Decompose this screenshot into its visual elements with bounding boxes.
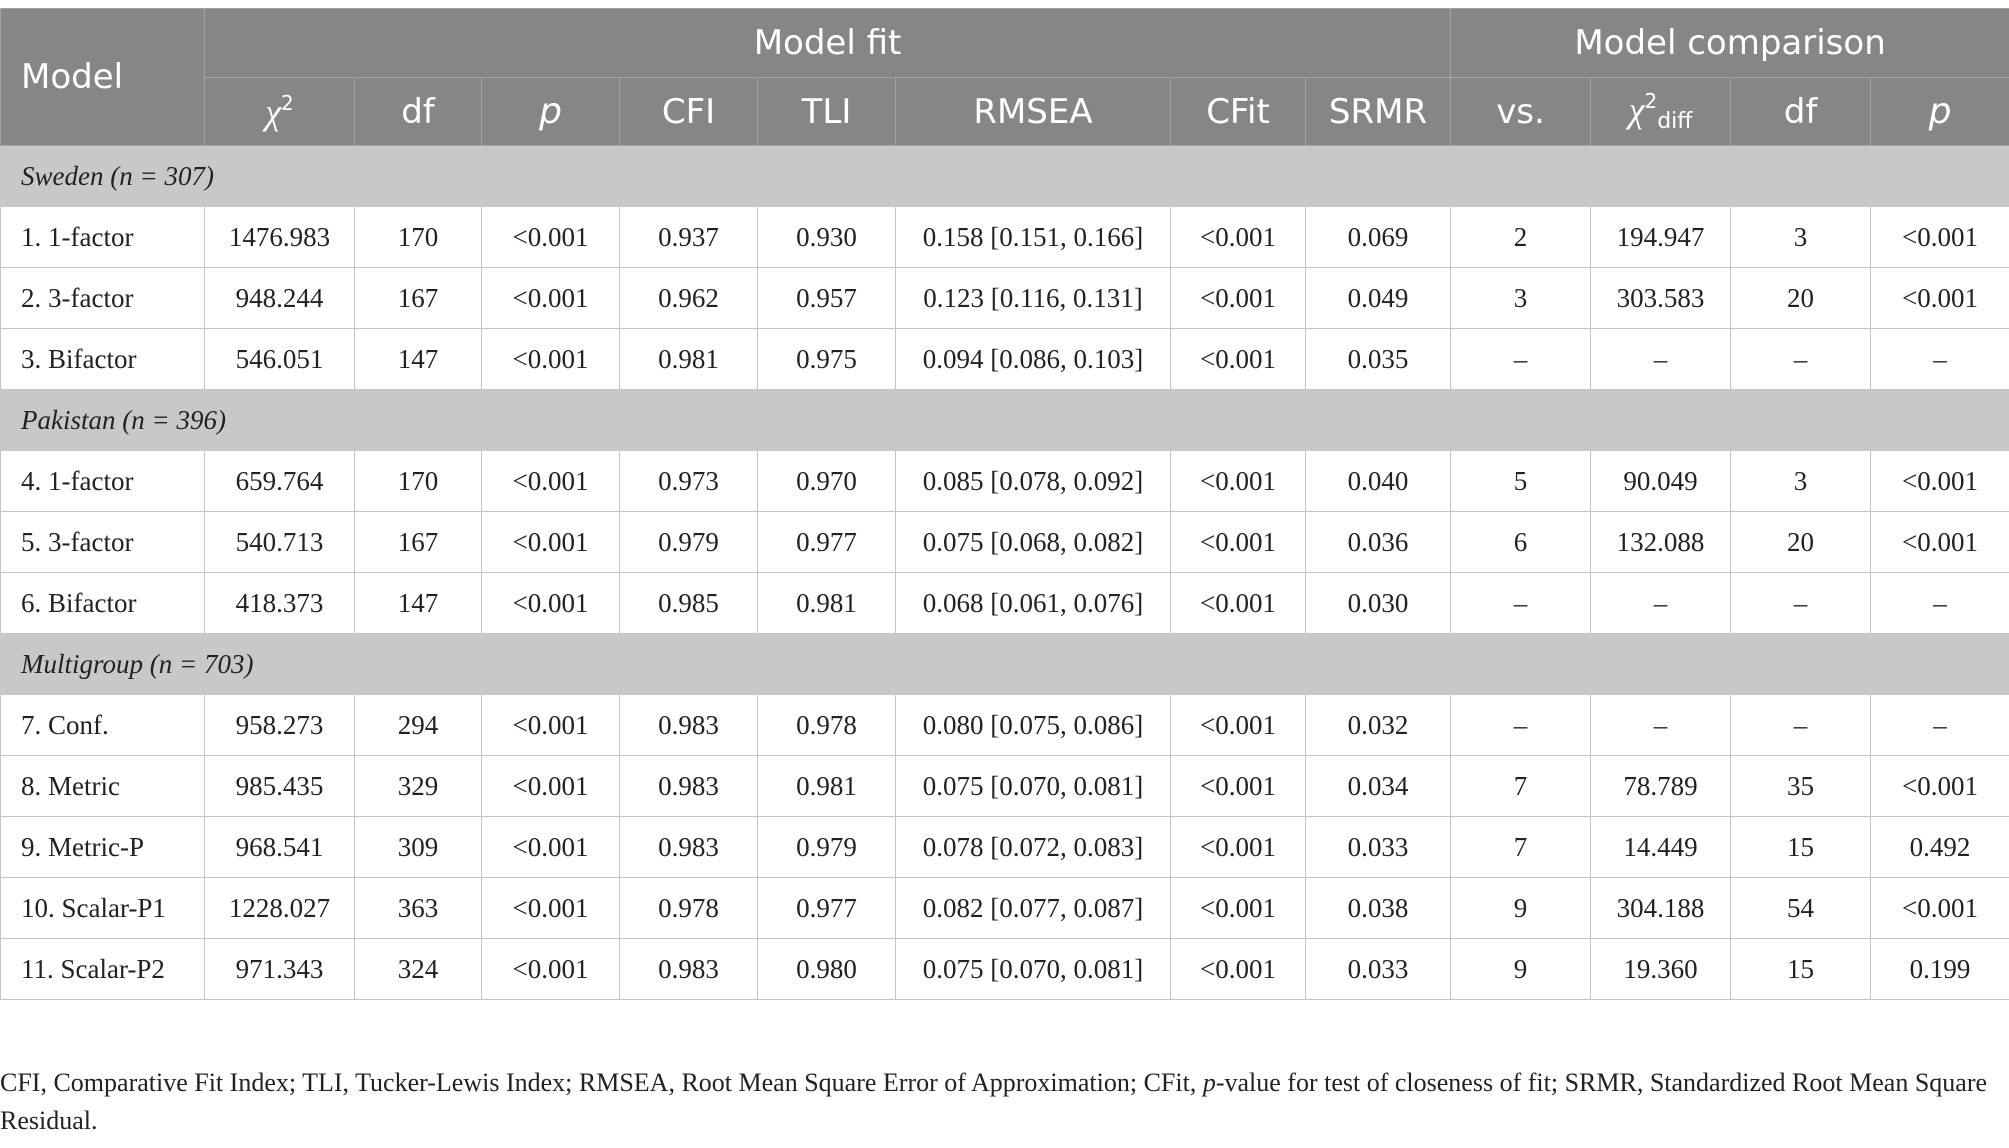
srmr-cell: 0.038 bbox=[1306, 878, 1451, 939]
group-row bbox=[1, 146, 2009, 207]
p-header: p bbox=[482, 78, 620, 146]
p-cell: <0.001 bbox=[482, 207, 620, 268]
table-row bbox=[1, 939, 2009, 1000]
p-cell: <0.001 bbox=[482, 878, 620, 939]
table-row bbox=[1, 207, 2009, 268]
chi-square-header: $\chi^2$ bbox=[205, 78, 355, 146]
model-fit-header: Model fit bbox=[205, 9, 1451, 78]
rmsea-cell: 0.082 [0.077, 0.087] bbox=[896, 878, 1171, 939]
group-label: Pakistan (n = 396) bbox=[1, 390, 2009, 451]
chi2-cell: 546.051 bbox=[205, 329, 355, 390]
tli-cell: 0.970 bbox=[758, 451, 896, 512]
chidiff-cell: – bbox=[1591, 573, 1731, 634]
model-cell: 9. Metric-P bbox=[1, 817, 205, 878]
table-footnote: CFI, Comparative Fit Index; TLI, Tucker-Lewis Index; RMSEA, Root Mean Square Error of Approximation; CFit, p-value for test of closeness of fit; SRMR, Standardized Root Mean Square Residual. bbox=[0, 1068, 1988, 1135]
rmsea-cell: 0.075 [0.068, 0.082] bbox=[896, 512, 1171, 573]
chidiff-cell: 194.947 bbox=[1591, 207, 1731, 268]
p-diff-cell: 0.492 bbox=[1871, 817, 2009, 878]
rmsea-cell: 0.075 [0.070, 0.081] bbox=[896, 756, 1171, 817]
df-diff-cell: 3 bbox=[1731, 207, 1871, 268]
model-cell: 5. 3-factor bbox=[1, 512, 205, 573]
p-cell: <0.001 bbox=[482, 573, 620, 634]
p-diff-cell: <0.001 bbox=[1871, 878, 2009, 939]
df-diff-cell: – bbox=[1731, 573, 1871, 634]
group-label: Multigroup (n = 703) bbox=[1, 634, 2009, 695]
p-cell: <0.001 bbox=[482, 695, 620, 756]
df-cell: 147 bbox=[355, 573, 482, 634]
cfi-cell: 0.937 bbox=[620, 207, 758, 268]
tli-cell: 0.977 bbox=[758, 878, 896, 939]
cfi-header: CFI bbox=[620, 78, 758, 146]
chi2-cell: 659.764 bbox=[205, 451, 355, 512]
tli-header: TLI bbox=[758, 78, 896, 146]
rmsea-cell: 0.094 [0.086, 0.103] bbox=[896, 329, 1171, 390]
chi2-cell: 971.343 bbox=[205, 939, 355, 1000]
cfi-cell: 0.978 bbox=[620, 878, 758, 939]
df-diff-cell: 3 bbox=[1731, 451, 1871, 512]
cfi-cell: 0.983 bbox=[620, 756, 758, 817]
cfi-cell: 0.983 bbox=[620, 695, 758, 756]
rmsea-cell: 0.068 [0.061, 0.076] bbox=[896, 573, 1171, 634]
chi2-cell: 418.373 bbox=[205, 573, 355, 634]
cfi-cell: 0.973 bbox=[620, 451, 758, 512]
p-diff-cell: – bbox=[1871, 573, 2009, 634]
p-cell: <0.001 bbox=[482, 512, 620, 573]
chidiff-cell: 90.049 bbox=[1591, 451, 1731, 512]
df-cell: 167 bbox=[355, 268, 482, 329]
tli-cell: 0.977 bbox=[758, 512, 896, 573]
chidiff-cell: 304.188 bbox=[1591, 878, 1731, 939]
tli-cell: 0.980 bbox=[758, 939, 896, 1000]
chidiff-cell: 132.088 bbox=[1591, 512, 1731, 573]
table-row bbox=[1, 878, 2009, 939]
df-diff-cell: 20 bbox=[1731, 512, 1871, 573]
model-fit-table bbox=[0, 8, 2009, 1000]
vs-cell: – bbox=[1451, 573, 1591, 634]
table-row bbox=[1, 329, 2009, 390]
model-cell: 3. Bifactor bbox=[1, 329, 205, 390]
p-diff-cell: <0.001 bbox=[1871, 451, 2009, 512]
srmr-cell: 0.032 bbox=[1306, 695, 1451, 756]
p-cell: <0.001 bbox=[482, 817, 620, 878]
p-diff-cell: <0.001 bbox=[1871, 756, 2009, 817]
model-cell: 11. Scalar-P2 bbox=[1, 939, 205, 1000]
group-row bbox=[1, 634, 2009, 695]
tli-cell: 0.930 bbox=[758, 207, 896, 268]
p-cell: <0.001 bbox=[482, 268, 620, 329]
p-cell: <0.001 bbox=[482, 939, 620, 1000]
df-diff-cell: 54 bbox=[1731, 878, 1871, 939]
p-diff-cell: <0.001 bbox=[1871, 207, 2009, 268]
df-cell: 363 bbox=[355, 878, 482, 939]
cfit-cell: <0.001 bbox=[1171, 268, 1306, 329]
table-row bbox=[1, 695, 2009, 756]
chidiff-cell: 78.789 bbox=[1591, 756, 1731, 817]
cfit-cell: <0.001 bbox=[1171, 695, 1306, 756]
df-cell: 170 bbox=[355, 207, 482, 268]
tli-cell: 0.979 bbox=[758, 817, 896, 878]
p-cell: <0.001 bbox=[482, 451, 620, 512]
chidiff-cell: 303.583 bbox=[1591, 268, 1731, 329]
srmr-cell: 0.034 bbox=[1306, 756, 1451, 817]
srmr-cell: 0.036 bbox=[1306, 512, 1451, 573]
chi2-cell: 948.244 bbox=[205, 268, 355, 329]
chi2-cell: 958.273 bbox=[205, 695, 355, 756]
rmsea-cell: 0.158 [0.151, 0.166] bbox=[896, 207, 1171, 268]
model-cell: 2. 3-factor bbox=[1, 268, 205, 329]
cfi-cell: 0.981 bbox=[620, 329, 758, 390]
chidiff-cell: 14.449 bbox=[1591, 817, 1731, 878]
table-row bbox=[1, 817, 2009, 878]
p-diff-cell: <0.001 bbox=[1871, 512, 2009, 573]
df-diff-cell: 35 bbox=[1731, 756, 1871, 817]
model-cell: 7. Conf. bbox=[1, 695, 205, 756]
chidiff-cell: 19.360 bbox=[1591, 939, 1731, 1000]
vs-cell: 3 bbox=[1451, 268, 1591, 329]
df-header: df bbox=[355, 78, 482, 146]
cfit-cell: <0.001 bbox=[1171, 207, 1306, 268]
tli-cell: 0.957 bbox=[758, 268, 896, 329]
df-diff-header: df bbox=[1731, 78, 1871, 146]
tli-cell: 0.981 bbox=[758, 756, 896, 817]
p-diff-cell: <0.001 bbox=[1871, 268, 2009, 329]
group-row bbox=[1, 390, 2009, 451]
vs-cell: 9 bbox=[1451, 878, 1591, 939]
cfi-cell: 0.985 bbox=[620, 573, 758, 634]
cfit-cell: <0.001 bbox=[1171, 878, 1306, 939]
vs-cell: – bbox=[1451, 329, 1591, 390]
df-cell: 167 bbox=[355, 512, 482, 573]
df-cell: 294 bbox=[355, 695, 482, 756]
srmr-cell: 0.033 bbox=[1306, 939, 1451, 1000]
df-diff-cell: – bbox=[1731, 695, 1871, 756]
srmr-header: SRMR bbox=[1306, 78, 1451, 146]
vs-cell: 9 bbox=[1451, 939, 1591, 1000]
df-diff-cell: 15 bbox=[1731, 817, 1871, 878]
srmr-cell: 0.040 bbox=[1306, 451, 1451, 512]
cfi-cell: 0.962 bbox=[620, 268, 758, 329]
rmsea-cell: 0.078 [0.072, 0.083] bbox=[896, 817, 1171, 878]
chidiff-cell: – bbox=[1591, 695, 1731, 756]
srmr-cell: 0.033 bbox=[1306, 817, 1451, 878]
model-cell: 8. Metric bbox=[1, 756, 205, 817]
rmsea-cell: 0.123 [0.116, 0.131] bbox=[896, 268, 1171, 329]
cfit-header: CFit bbox=[1171, 78, 1306, 146]
srmr-cell: 0.049 bbox=[1306, 268, 1451, 329]
df-cell: 324 bbox=[355, 939, 482, 1000]
model-cell: 4. 1-factor bbox=[1, 451, 205, 512]
cfi-cell: 0.983 bbox=[620, 817, 758, 878]
p-cell: <0.001 bbox=[482, 329, 620, 390]
df-cell: 309 bbox=[355, 817, 482, 878]
vs-cell: 5 bbox=[1451, 451, 1591, 512]
vs-cell: – bbox=[1451, 695, 1591, 756]
table-header bbox=[1, 9, 2009, 146]
df-cell: 170 bbox=[355, 451, 482, 512]
chi2-cell: 1476.983 bbox=[205, 207, 355, 268]
p-cell: <0.001 bbox=[482, 756, 620, 817]
table-row bbox=[1, 451, 2009, 512]
cfit-cell: <0.001 bbox=[1171, 329, 1306, 390]
cfit-cell: <0.001 bbox=[1171, 756, 1306, 817]
df-cell: 147 bbox=[355, 329, 482, 390]
cfit-cell: <0.001 bbox=[1171, 817, 1306, 878]
df-diff-cell: 15 bbox=[1731, 939, 1871, 1000]
chidiff-cell: – bbox=[1591, 329, 1731, 390]
model-comparison-header: Model comparison bbox=[1451, 9, 2009, 78]
model-cell: 6. Bifactor bbox=[1, 573, 205, 634]
rmsea-header: RMSEA bbox=[896, 78, 1171, 146]
cfit-cell: <0.001 bbox=[1171, 512, 1306, 573]
model-column-header: Model bbox=[1, 9, 205, 146]
chi2-cell: 968.541 bbox=[205, 817, 355, 878]
cfi-cell: 0.979 bbox=[620, 512, 758, 573]
chi2-cell: 985.435 bbox=[205, 756, 355, 817]
chi2-cell: 540.713 bbox=[205, 512, 355, 573]
tli-cell: 0.978 bbox=[758, 695, 896, 756]
p-diff-cell: 0.199 bbox=[1871, 939, 2009, 1000]
cfit-cell: <0.001 bbox=[1171, 939, 1306, 1000]
table-row bbox=[1, 268, 2009, 329]
chi2-cell: 1228.027 bbox=[205, 878, 355, 939]
vs-cell: 7 bbox=[1451, 817, 1591, 878]
model-cell: 10. Scalar-P1 bbox=[1, 878, 205, 939]
tli-cell: 0.975 bbox=[758, 329, 896, 390]
df-diff-cell: – bbox=[1731, 329, 1871, 390]
vs-cell: 2 bbox=[1451, 207, 1591, 268]
cfit-cell: <0.001 bbox=[1171, 573, 1306, 634]
p-diff-header: p bbox=[1871, 78, 2009, 146]
df-cell: 329 bbox=[355, 756, 482, 817]
tli-cell: 0.981 bbox=[758, 573, 896, 634]
table-row bbox=[1, 512, 2009, 573]
table-row bbox=[1, 573, 2009, 634]
srmr-cell: 0.069 bbox=[1306, 207, 1451, 268]
table-row bbox=[1, 756, 2009, 817]
table-body bbox=[1, 146, 2009, 1000]
vs-header: vs. bbox=[1451, 78, 1591, 146]
vs-cell: 7 bbox=[1451, 756, 1591, 817]
chi-square-diff-header: $\chi^2_{diff}$ bbox=[1591, 78, 1731, 146]
rmsea-cell: 0.075 [0.070, 0.081] bbox=[896, 939, 1171, 1000]
p-diff-cell: – bbox=[1871, 329, 2009, 390]
rmsea-cell: 0.085 [0.078, 0.092] bbox=[896, 451, 1171, 512]
cfi-cell: 0.983 bbox=[620, 939, 758, 1000]
model-cell: 1. 1-factor bbox=[1, 207, 205, 268]
srmr-cell: 0.030 bbox=[1306, 573, 1451, 634]
rmsea-cell: 0.080 [0.075, 0.086] bbox=[896, 695, 1171, 756]
group-label: Sweden (n = 307) bbox=[1, 146, 2009, 207]
vs-cell: 6 bbox=[1451, 512, 1591, 573]
cfit-cell: <0.001 bbox=[1171, 451, 1306, 512]
df-diff-cell: 20 bbox=[1731, 268, 1871, 329]
p-diff-cell: – bbox=[1871, 695, 2009, 756]
srmr-cell: 0.035 bbox=[1306, 329, 1451, 390]
